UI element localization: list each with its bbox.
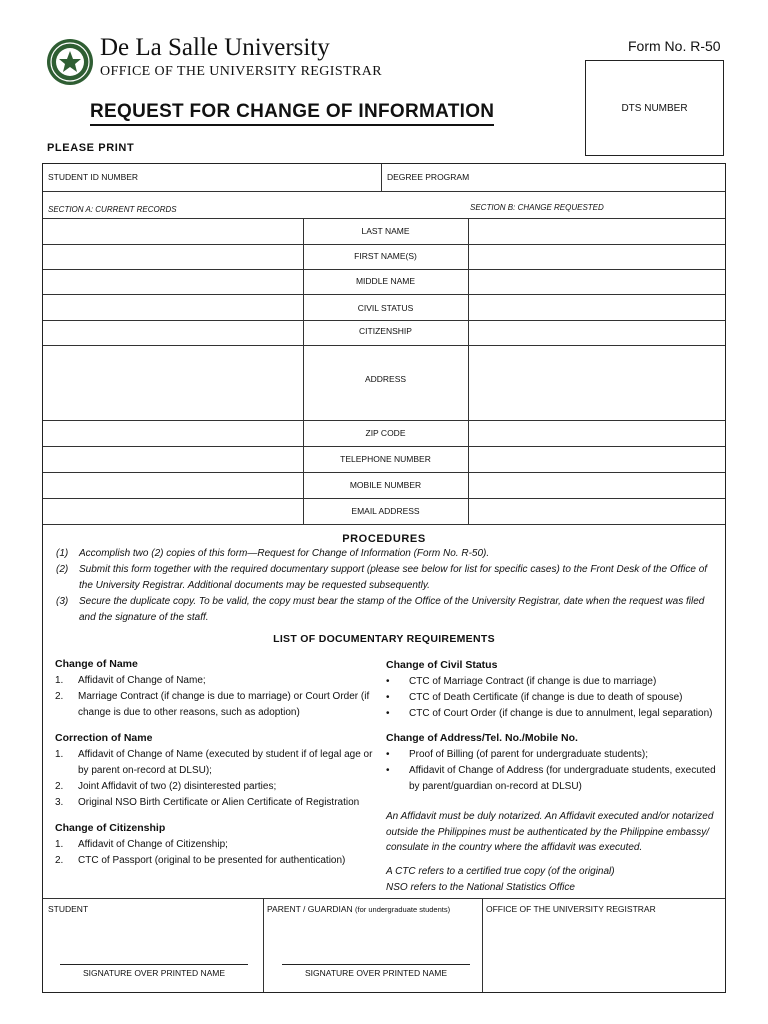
dts-number-box[interactable] <box>585 60 724 156</box>
parent-signature-label <box>267 904 450 914</box>
row-label-citizenship: CITIZENSHIP <box>359 326 412 336</box>
ctc-note: A CTC refers to a certified true copy (of the original) <box>386 866 615 877</box>
form-number: Form No. R-50 <box>628 38 721 54</box>
current-zip-code-field[interactable] <box>43 421 303 446</box>
procedure-item <box>56 562 716 594</box>
current-email-field[interactable] <box>43 499 303 524</box>
current-citizenship-field[interactable] <box>43 321 303 345</box>
current-address-field[interactable] <box>43 346 303 420</box>
list-marker: 2. <box>55 781 64 792</box>
list-item-text: CTC of Death Certificate (if change is due to death of spouse) <box>409 692 683 703</box>
list-marker: 1. <box>55 839 64 850</box>
university-name: De La Salle University <box>100 34 330 61</box>
current-telephone-field[interactable] <box>43 447 303 472</box>
row-label-middle-name: MIDDLE NAME <box>355 276 416 286</box>
procedure-number: (1) <box>56 548 69 559</box>
row-label-first-name: FIRST NAME(S) <box>354 251 417 261</box>
row-label-last-name: LAST NAME <box>361 226 410 236</box>
change-of-address-heading: Change of Address/Tel. No./Mobile No. <box>386 732 578 744</box>
list-item-text: Original NSO Birth Certificate or Alien Certificate of Registration <box>78 797 360 808</box>
list-item <box>55 795 375 811</box>
new-civil-status-field[interactable] <box>469 295 725 320</box>
degree-program-label: DEGREE PROGRAM <box>387 172 470 182</box>
list-marker: • <box>386 676 390 687</box>
current-civil-status-field[interactable] <box>43 295 303 320</box>
list-item-text: CTC of Court Order (if change is due to annulment, legal separation) <box>409 708 713 719</box>
list-marker: • <box>386 692 390 703</box>
form-title: REQUEST FOR CHANGE OF INFORMATION <box>90 101 494 126</box>
list-item-text: Joint Affidavit of two (2) disinterested parties; <box>78 781 277 792</box>
procedure-number: (3) <box>56 596 69 607</box>
new-last-name-field[interactable] <box>469 219 725 244</box>
list-item <box>386 690 721 706</box>
change-of-civil-status-heading: Change of Civil Status <box>386 659 498 671</box>
degree-program-field[interactable] <box>382 164 725 191</box>
new-middle-name-field[interactable] <box>469 270 725 294</box>
list-item-text: CTC of Marriage Contract (if change is due to marriage) <box>409 676 657 687</box>
student-signature-label: STUDENT <box>48 904 89 914</box>
list-marker: 1. <box>55 749 64 760</box>
list-item <box>386 706 721 722</box>
section-a-heading: SECTION A: CURRENT RECORDS <box>48 205 177 214</box>
office-name: OFFICE OF THE UNIVERSITY REGISTRAR <box>100 64 382 79</box>
current-first-name-field[interactable] <box>43 245 303 269</box>
student-signature-caption: SIGNATURE OVER PRINTED NAME <box>83 968 225 978</box>
row-label-email: EMAIL ADDRESS <box>351 506 420 516</box>
list-item <box>55 673 375 689</box>
student-id-field[interactable] <box>43 164 381 191</box>
parent-label-text: PARENT / GUARDIAN <box>267 904 353 914</box>
list-item <box>386 763 721 795</box>
requirements-heading: LIST OF DOCUMENTARY REQUIREMENTS <box>273 633 495 645</box>
student-id-label: STUDENT ID NUMBER <box>48 172 139 182</box>
list-item <box>55 779 375 795</box>
university-seal-icon <box>46 38 94 86</box>
row-label-telephone: TELEPHONE NUMBER <box>340 454 431 464</box>
please-print-note: PLEASE PRINT <box>47 142 135 154</box>
section-b-heading: SECTION B: CHANGE REQUESTED <box>470 203 604 212</box>
list-marker: • <box>386 708 390 719</box>
list-item <box>386 674 721 690</box>
list-item-text: Affidavit of Change of Address (for undergraduate students, executed by parent/guardian on-record at DLSU) <box>409 765 716 792</box>
parent-signature-caption: SIGNATURE OVER PRINTED NAME <box>305 968 447 978</box>
list-item <box>55 689 375 721</box>
row-label-mobile: MOBILE NUMBER <box>349 480 422 490</box>
change-of-citizenship-heading: Change of Citizenship <box>55 822 166 834</box>
new-telephone-field[interactable] <box>469 447 725 472</box>
list-marker: • <box>386 749 390 760</box>
affidavit-note: An Affidavit must be duly notarized. An Affidavit executed and/or notarized outside the Philippines must be authenticated by the Philippine embassy/ consulate in the country where the affidavit was executed. <box>386 811 714 853</box>
procedure-text: Submit this form together with the required documentary support (please see below for list for specific cases) to the Front Desk of the Office of the University Registrar. Additional documents may be requested subsequently. <box>79 564 708 591</box>
list-item-text: Marriage Contract (if change is due to marriage) or Court Order (if change is due to other reasons, such as adoption) <box>78 691 370 718</box>
procedure-item <box>56 594 716 626</box>
row-label-civil-status: CIVIL STATUS <box>357 303 414 313</box>
list-marker: 2. <box>55 855 64 866</box>
current-middle-name-field[interactable] <box>43 270 303 294</box>
current-mobile-field[interactable] <box>43 473 303 498</box>
nso-note: NSO refers to the National Statistics Office <box>386 882 575 893</box>
correction-of-name-heading: Correction of Name <box>55 732 153 744</box>
new-zip-code-field[interactable] <box>469 421 725 446</box>
list-marker: 2. <box>55 691 64 702</box>
new-mobile-field[interactable] <box>469 473 725 498</box>
new-email-field[interactable] <box>469 499 725 524</box>
procedure-number: (2) <box>56 564 69 575</box>
new-address-field[interactable] <box>469 346 725 420</box>
registrar-signature-field[interactable] <box>482 918 725 992</box>
procedures-heading: PROCEDURES <box>342 533 426 545</box>
list-item-text: CTC of Passport (original to be presented for authentication) <box>78 855 346 866</box>
new-citizenship-field[interactable] <box>469 321 725 345</box>
registrar-signature-label: OFFICE OF THE UNIVERSITY REGISTRAR <box>486 904 656 914</box>
row-label-address: ADDRESS <box>364 374 407 384</box>
list-item <box>55 853 375 869</box>
list-item <box>55 837 375 853</box>
student-signature-field[interactable] <box>43 918 262 992</box>
parent-signature-line <box>282 964 470 965</box>
new-first-name-field[interactable] <box>469 245 725 269</box>
list-item-text: Proof of Billing (of parent for undergraduate students); <box>409 749 649 760</box>
list-marker: 1. <box>55 675 64 686</box>
change-of-name-heading: Change of Name <box>55 658 138 670</box>
dts-number-label: DTS NUMBER <box>621 103 688 114</box>
student-signature-line <box>60 964 248 965</box>
row-label-zip-code: ZIP CODE <box>365 428 406 438</box>
current-last-name-field[interactable] <box>43 219 303 244</box>
list-item-text: Affidavit of Change of Name (executed by student if of legal age or by parent on-record at DLSU); <box>78 749 373 776</box>
procedure-text: Accomplish two (2) copies of this form—Request for Change of Information (Form No. R-50). <box>79 548 490 559</box>
list-item-text: Affidavit of Change of Name; <box>78 675 206 686</box>
list-item <box>386 747 721 763</box>
list-item-text: Affidavit of Change of Citizenship; <box>78 839 228 850</box>
procedure-item <box>56 546 716 562</box>
list-marker: 3. <box>55 797 64 808</box>
parent-signature-field[interactable] <box>263 918 481 992</box>
procedure-text: Secure the duplicate copy. To be valid, the copy must bear the stamp of the Office of the University Registrar, date when the request was filed and the signature of the staff. <box>79 596 705 623</box>
list-marker: • <box>386 765 390 776</box>
list-item <box>55 747 375 779</box>
parent-label-note: (for undergraduate students) <box>355 905 451 914</box>
